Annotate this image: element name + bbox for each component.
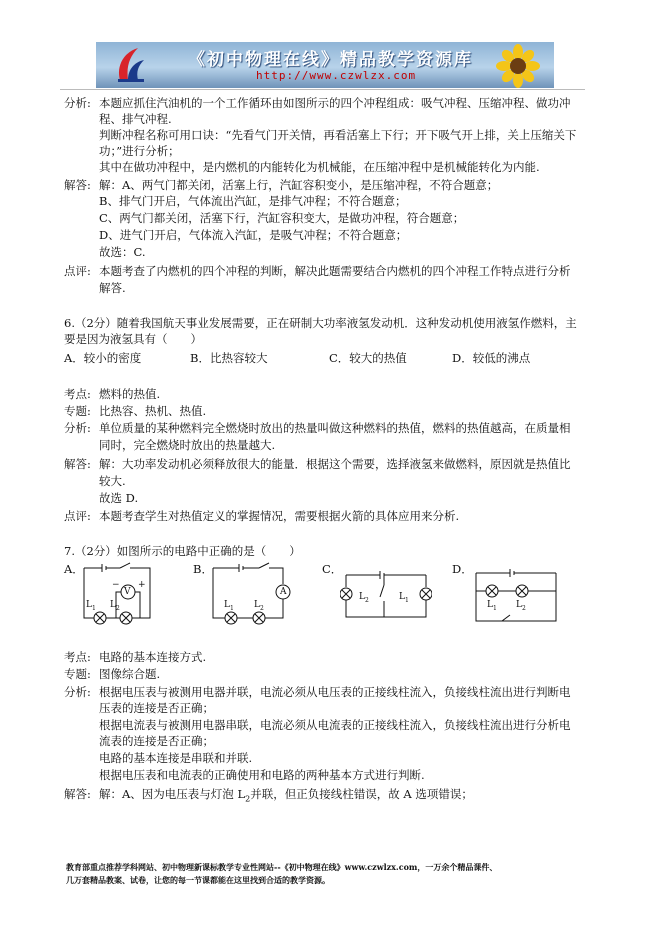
header-rule	[60, 89, 585, 90]
q7-analysis-line: 根据电压表与被测用电器并联，电流必须从电压表的正接线柱流入，负接线柱流出进行判断电	[99, 685, 571, 699]
q6-comment-tag: 点评:	[64, 509, 91, 523]
circuit-a-l1-label: $L_1$	[86, 600, 96, 612]
q6-option-d[interactable]: D．较低的沸点	[452, 351, 531, 365]
circuit-diagram-d[interactable]	[470, 565, 562, 627]
q7-option-b-letter[interactable]: B．	[193, 562, 213, 576]
q7-analysis-line: 根据电压表和电流表的正确使用和电路的两种基本方式进行判断.	[99, 768, 425, 782]
q6-stem-line: 要是因为液氢具有（ ）	[64, 332, 202, 346]
q6-point-tag: 考点:	[64, 387, 91, 401]
q7-point: 电路的基本连接方式.	[99, 650, 207, 664]
q7-analysis-line: 流表的连接是否正确；	[99, 734, 214, 748]
header-banner	[96, 42, 554, 88]
circuit-diagram-b[interactable]	[209, 562, 291, 626]
q7-answer-line: 解：A、因为电压表与灯泡 $L_2$并联，但正负接线柱错误，故 A 选项错误；	[99, 787, 473, 804]
q5-analysis-line: 其中在做功冲程中，是内燃机的内能转化为机械能，在压缩冲程中是机械能转化为内能.	[99, 160, 540, 174]
circuit-b-l2-label: $L_2$	[254, 600, 264, 612]
q7-answer-tag: 解答:	[64, 787, 91, 801]
q6-analysis-line: 单位质量的某种燃料完全燃烧时放出的热量叫做这种燃料的热值，燃料的热值越高，在质量相	[99, 421, 571, 435]
q6-stem-line: 6.（2分）随着我国航天事业发展需要，正在研制大功率液氢发动机．这种发动机使用液氢作燃料，主	[64, 316, 577, 330]
q7-analysis-line: 电路的基本连接是串联和并联.	[99, 751, 253, 765]
q6-option-a[interactable]: A．较小的密度	[64, 351, 142, 365]
circuit-d-l1-label: $L_1$	[487, 600, 497, 612]
q5-analysis-line: 本题应抓住汽油机的一个工作循环由如图所示的四个冲程组成：吸气冲程、压缩冲程、做功冲	[99, 96, 571, 110]
page-footer	[66, 861, 626, 887]
q6-topic-tag: 专题:	[64, 404, 91, 418]
q6-option-b[interactable]: B．比热容较大	[190, 351, 268, 365]
q5-answer-tag: 解答:	[64, 178, 91, 192]
circuit-b-l1-label: $L_1$	[224, 600, 234, 612]
site-logo-icon	[114, 46, 148, 84]
q5-answer-line: 故选：C.	[99, 245, 146, 259]
footer-line: 几万套精品教案、试卷，让您的每一节课都能在这里找到合适的教学资源。	[66, 875, 330, 885]
q5-analysis-line: 判断冲程名称可用口诀：“先看气门开关情，再看活塞上下行；开下吸气开上排，关上压缩关下	[99, 128, 577, 142]
circuit-diagram-a[interactable]	[80, 562, 154, 626]
circuit-diagram-c[interactable]	[340, 567, 432, 623]
q5-answer-line: C、两气门都关闭，活塞下行，汽缸容积变大，是做功冲程，符合题意；	[99, 211, 465, 225]
q6-topic: 比热容、热机、热值.	[99, 404, 207, 418]
q7-analysis-line: 根据电流表与被测用电器串联，电流必须从电流表的正接线柱流入，负接线柱流出进行分析电	[99, 718, 571, 732]
circuit-a-voltmeter-label: V	[124, 587, 131, 597]
q6-analysis-line: 同时，完全燃烧时放出的热量越大.	[99, 438, 276, 452]
q6-option-c[interactable]: C．较大的热值	[329, 351, 407, 365]
banner-title: 《初中物理在线》精品教学资源库	[188, 50, 473, 70]
q5-comment-line: 解答.	[99, 281, 126, 295]
q6-analysis-tag: 分析:	[64, 421, 91, 435]
q7-option-d-letter[interactable]: D．	[452, 562, 473, 576]
q6-answer-line: 较大.	[99, 474, 126, 488]
q7-option-c-letter[interactable]: C．	[322, 562, 343, 576]
q5-answer-line: B、排气门开启，气体流出汽缸，是排气冲程；不符合题意；	[99, 194, 407, 208]
q7-topic-tag: 专题:	[64, 667, 91, 681]
q5-analysis-line: 程、排气冲程.	[99, 112, 172, 126]
q5-answer-line: D、进气门开启，气体流入汽缸，是吸气冲程；不符合题意；	[99, 228, 408, 242]
q7-topic: 图像综合题.	[99, 667, 161, 681]
q6-point: 燃料的热值.	[99, 387, 161, 401]
banner-url[interactable]: http://www.czwlzx.com	[256, 69, 417, 82]
q7-analysis-line: 压表的连接是否正确；	[99, 701, 214, 715]
circuit-c-l2-label: $L_2$	[359, 592, 369, 604]
q5-analysis-tag: 分析:	[64, 96, 91, 110]
q7-point-tag: 考点:	[64, 650, 91, 664]
circuit-c-l1-label: $L_1$	[399, 592, 409, 604]
q5-analysis-line: 功；”进行分析；	[99, 144, 180, 158]
q6-answer-line: 解：大功率发动机必须释放很大的能量．根据这个需要，选择液氢来做燃料，原因就是热值比	[99, 457, 571, 471]
q7-stem: 7.（2分）如图所示的电路中正确的是（ ）	[64, 544, 301, 558]
sunflower-icon	[488, 44, 548, 88]
circuit-a-l2-label: $L_2$	[110, 600, 120, 612]
q6-comment: 本题考查学生对热值定义的掌握情况，需要根据火箭的具体应用来分析.	[99, 509, 460, 523]
circuit-b-ammeter-label: A	[280, 587, 287, 597]
circuit-d-l2-label: $L_2$	[516, 600, 526, 612]
q5-answer-line: 解：A、两气门都关闭，活塞上行，汽缸容积变小，是压缩冲程，不符合题意；	[99, 178, 499, 192]
q7-analysis-tag: 分析:	[64, 685, 91, 699]
q6-answer-line: 故选 D.	[99, 491, 139, 505]
q5-comment-line: 本题考查了内燃机的四个冲程的判断，解决此题需要结合内燃机的四个冲程工作特点进行分析	[99, 264, 571, 278]
q7-option-a-letter[interactable]: A．	[64, 562, 84, 576]
q5-comment-tag: 点评:	[64, 264, 91, 278]
circuit-a-minus-label: −	[112, 580, 120, 590]
footer-line: 教育部重点推荐学科网站、初中物理新课标教学专业性网站--《初中物理在线》www.czwlzx.com，一万余个精品课件、	[66, 862, 498, 872]
q6-answer-tag: 解答:	[64, 457, 91, 471]
circuit-a-plus-label: +	[138, 580, 146, 590]
